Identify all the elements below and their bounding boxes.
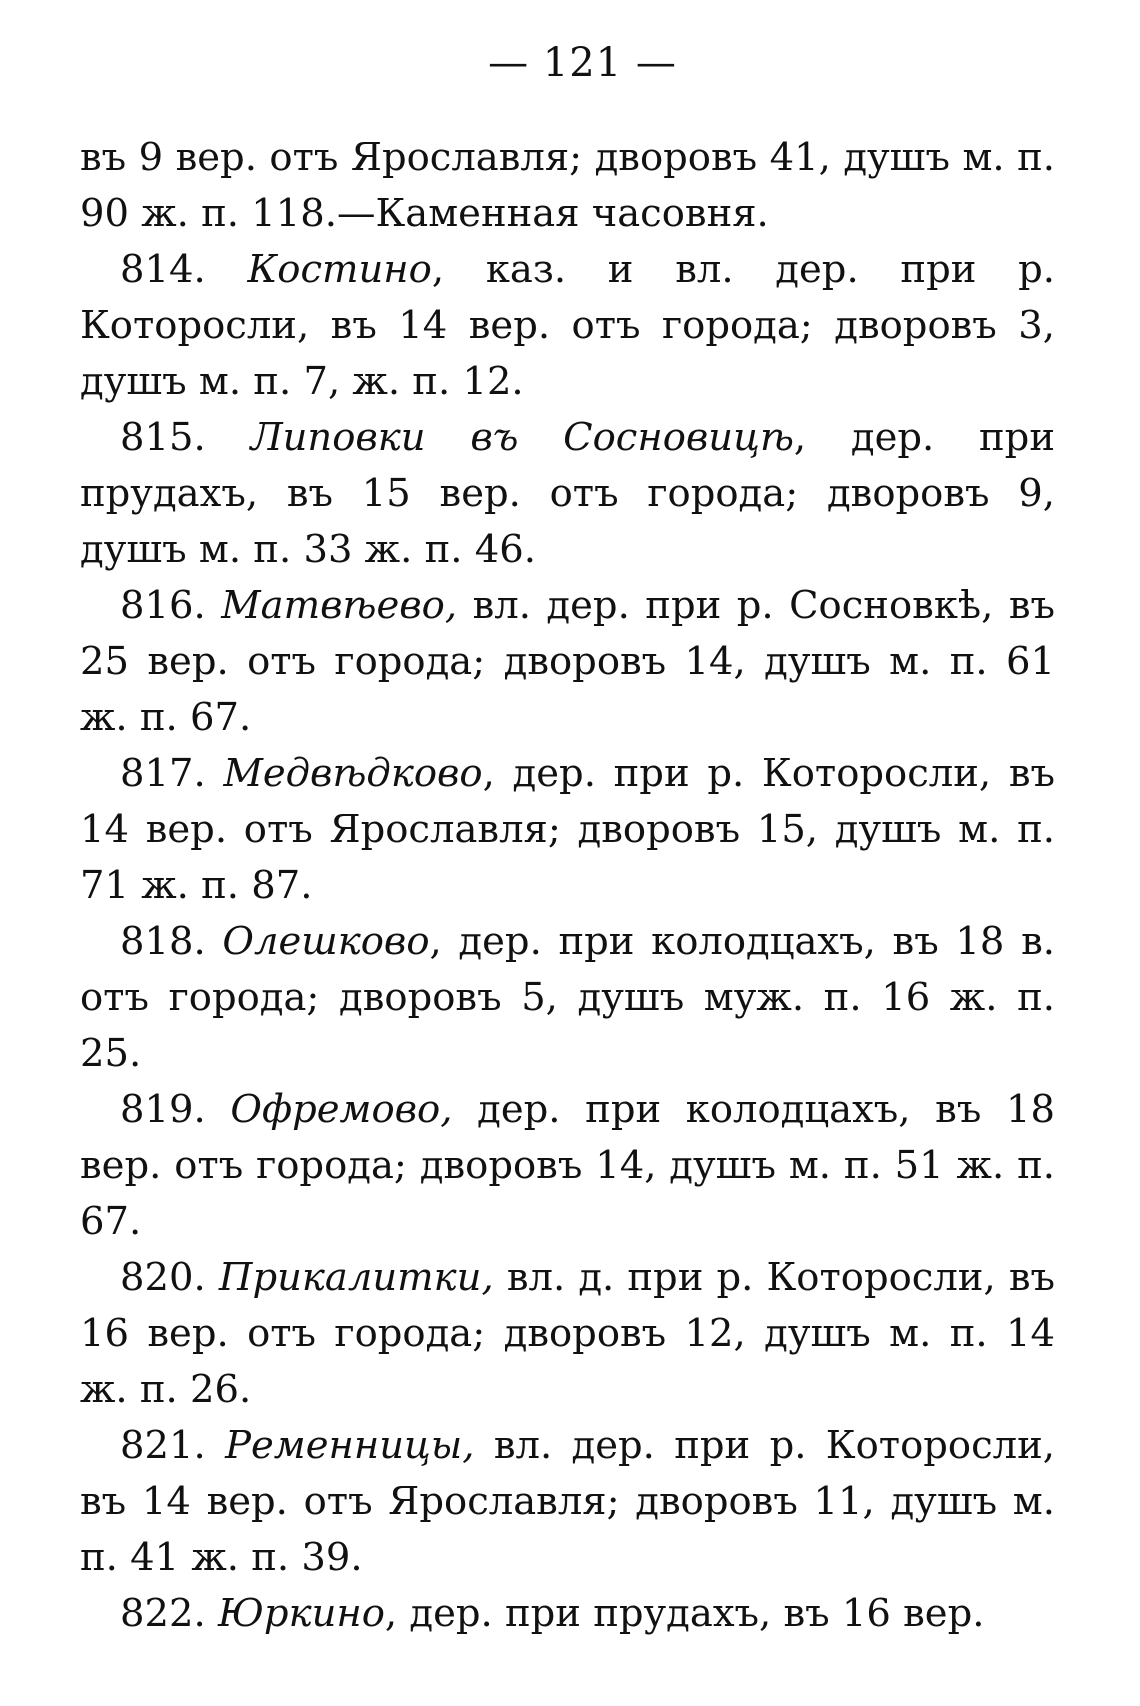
- entry-814: [80, 242, 1055, 410]
- entry-text: дер. при колодцахъ, въ 18 вер. отъ города; дворовъ 14, душъ м. п. 51 ж. п. 67.: [80, 1087, 1055, 1244]
- entry-number: 820.: [120, 1255, 206, 1300]
- entry-number: 822.: [120, 1591, 206, 1636]
- entry-number: 814.: [120, 247, 206, 292]
- entry-text: , дер. при прудахъ, въ 16 вер.: [384, 1591, 985, 1636]
- entry-continuation: [80, 130, 1055, 242]
- entry-name: Ременницы,: [225, 1423, 475, 1468]
- entry-815: [80, 410, 1055, 578]
- entry-name: Офремово,: [230, 1087, 453, 1132]
- entry-number: 821.: [120, 1423, 206, 1468]
- entry-number: 815.: [120, 415, 206, 460]
- entry-number: 818.: [120, 919, 206, 964]
- entry-number: 817.: [120, 751, 206, 796]
- entry-name: Матвѣево,: [221, 583, 458, 628]
- entry-819: [80, 1082, 1055, 1250]
- entry-number: 819.: [120, 1087, 206, 1132]
- entry-name: Юркино: [217, 1591, 385, 1636]
- entry-818: [80, 914, 1055, 1082]
- entry-name: Костино: [247, 247, 432, 292]
- entry-820: [80, 1250, 1055, 1418]
- entry-name: Олешково: [222, 919, 430, 964]
- entry-822: [80, 1586, 1055, 1642]
- entry-name: Прикалитки,: [218, 1255, 494, 1300]
- entry-text: , каз. и вл. дер. при р. Которосли, въ 14 вер. отъ города; дворовъ 3, душъ м. п. 7, ж. п. 12.: [80, 247, 1055, 404]
- entry-816: [80, 578, 1055, 746]
- entry-text: , дер. при прудахъ, въ 15 вер. отъ города; дворовъ 9, душъ м. п. 33 ж. п. 46.: [80, 415, 1055, 572]
- entry-text: въ 9 вер. отъ Ярославля; дворовъ 41, душъ м. п. 90 ж. п. 118.—Каменная часовня.: [80, 135, 1055, 236]
- entry-name: Липовки въ Сосновицѣ: [250, 415, 794, 460]
- entry-text: вл. дер. при р. Сосновкѣ, въ 25 вер. отъ города; дворовъ 14, душъ м. п. 61 ж. п. 67.: [80, 583, 1055, 740]
- entry-text: вл. д. при р. Которосли, въ 16 вер. отъ города; дворовъ 12, душъ м. п. 14 ж. п. 26.: [80, 1255, 1055, 1412]
- page-number: — 121 —: [488, 40, 677, 86]
- entry-name: Медвѣдково: [223, 751, 483, 796]
- entry-821: [80, 1418, 1055, 1586]
- entry-text: , дер. при р. Которосли, въ 14 вер. отъ Ярославля; дворовъ 15, душъ м. п. 71 ж. п. 87.: [80, 751, 1055, 908]
- entry-number: 816.: [120, 583, 206, 628]
- entry-817: [80, 746, 1055, 914]
- document-page: [80, 40, 1055, 1642]
- entry-text: вл. дер. при р. Которосли, въ 14 вер. отъ Ярославля; дворовъ 11, душъ м. п. 41 ж. п. 39.: [80, 1423, 1055, 1580]
- entry-text: , дер. при колодцахъ, въ 18 в. отъ города; дворовъ 5, душъ муж. п. 16 ж. п. 25.: [80, 919, 1055, 1076]
